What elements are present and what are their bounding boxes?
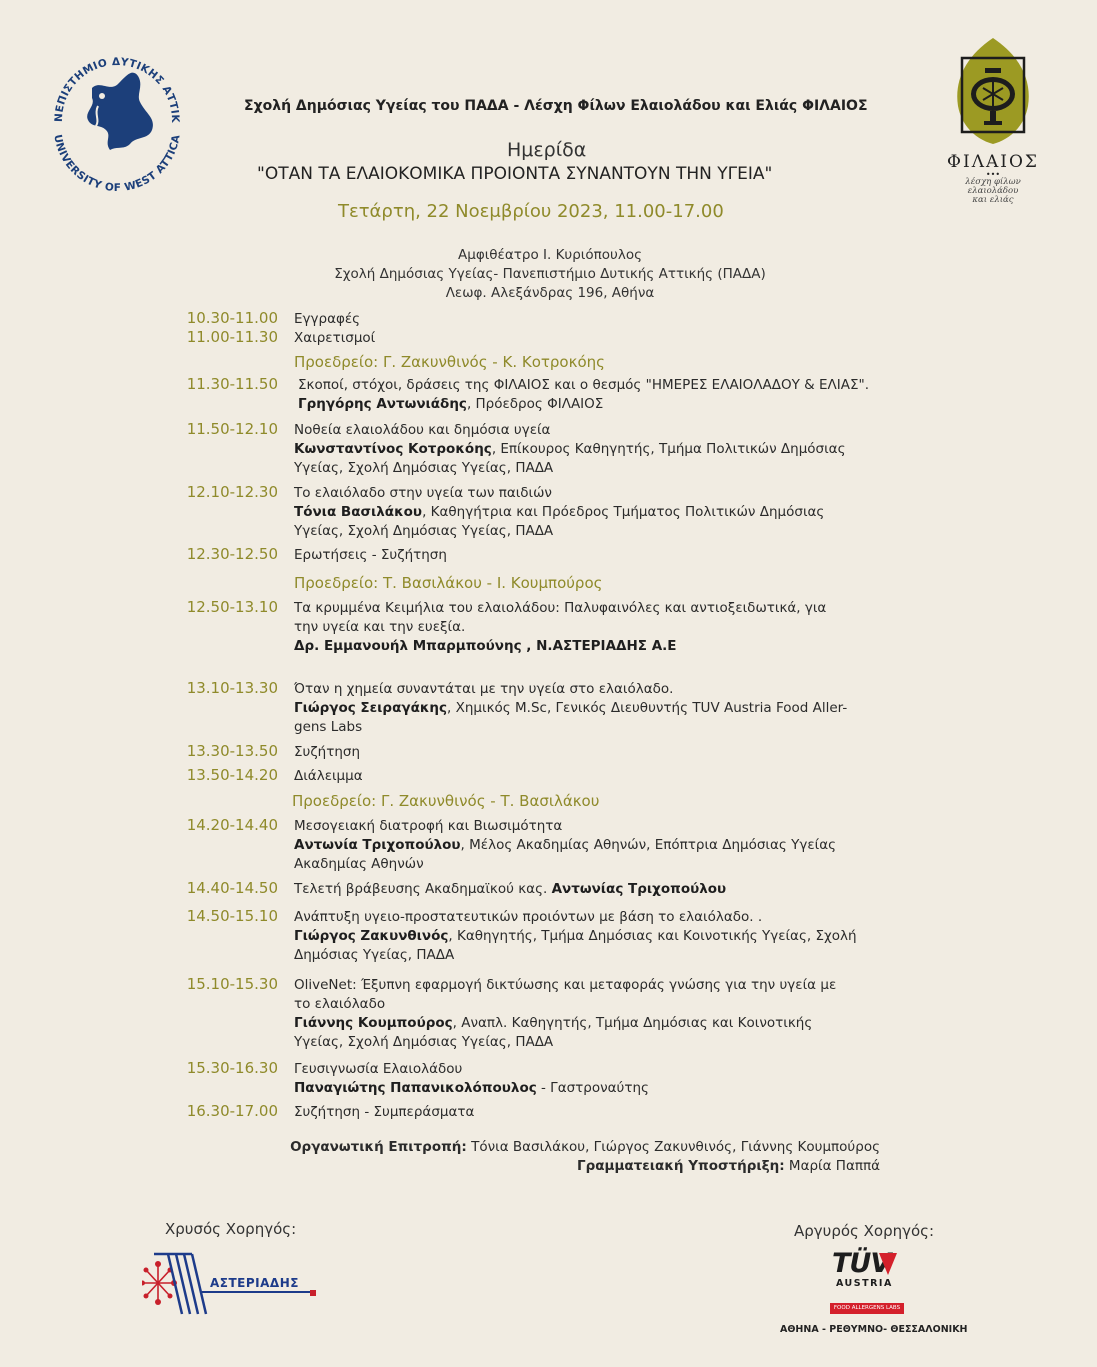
gold-sponsor-label: Χρυσός Χορηγός: <box>165 1220 297 1238</box>
session-conclusions: Συζήτηση - Συμπεράσματα <box>294 1104 475 1120</box>
event-type: Ημερίδα <box>507 139 587 161</box>
speaker-role: , Καθηγήτρια και Πρόεδρος Τμήματος Πολιτικών Δημόσιας <box>422 504 825 520</box>
filaios-tag-3: και ελιάς <box>972 195 1014 205</box>
olive-leaf-icon <box>942 36 1044 146</box>
session-break: Διάλειμμα <box>294 768 363 784</box>
speaker-affiliation: Δημόσιας Υγείας, ΠΑΔΑ <box>294 947 455 963</box>
session-item <box>294 908 974 965</box>
session-item <box>294 976 974 1052</box>
session-discussion: Ερωτήσεις - Συζήτηση <box>294 547 447 563</box>
tuv-check-icon <box>879 1253 897 1275</box>
uniwa-logo <box>40 40 195 195</box>
session-title-cont: το ελαιόλαδο <box>294 996 386 1012</box>
session-discussion: Συζήτηση <box>294 744 361 760</box>
committee-label: Οργανωτική Επιτροπή: <box>290 1139 467 1155</box>
filaios-name: ΦΙΛΑΙΟΣ <box>947 152 1039 172</box>
session-title-cont: την υγεία και την ευεξία. <box>294 619 466 635</box>
session-title: OliveNet: Έξυπνη εφαρμογή δικτύωσης και μεταφοράς γνώσης για την υγεία με <box>294 977 837 993</box>
time-slot: 11.00-11.30 <box>186 328 278 346</box>
speaker-name: Κωνσταντίνος Κοτροκόης <box>294 441 492 457</box>
filaios-tag-2: ελαιολάδου <box>967 186 1019 196</box>
tuv-country: AUSTRIA <box>836 1278 893 1289</box>
filaios-dots: ••• <box>985 170 1001 179</box>
filaios-tag-1: λέσχη φίλων <box>965 177 1021 187</box>
time-slot: 10.30-11.00 <box>186 309 278 327</box>
speaker-role: , Επίκουρος Καθηγητής, Τμήμα Πολιτικών Δημόσιας <box>491 441 846 457</box>
session-title: Σκοποί, στόχοι, δράσεις της ΦΙΛΑΙΟΣ και ο θεσμός "ΗΜΕΡΕΣ ΕΛΑΙΟΛΑΔΟΥ & ΕΛΙΑΣ". <box>298 377 869 393</box>
tuv-name: TÜV <box>832 1248 891 1279</box>
session-greetings: Χαιρετισμοί <box>294 330 376 346</box>
speaker-name: Αντωνία Τριχοπούλου <box>294 837 461 853</box>
session-title: Όταν η χημεία συναντάται με την υγεία στο ελαιόλαδο. <box>294 681 674 697</box>
time-slot: 12.50-13.10 <box>186 598 278 616</box>
session-speaker <box>298 395 978 414</box>
secretariat-member: Μαρία Παππά <box>784 1158 880 1174</box>
asteriadis-name: ΑΣΤΕΡΙΑΔΗΣ <box>210 1276 299 1290</box>
speaker-affiliation: Υγείας, Σχολή Δημόσιας Υγείας, ΠΑΔΑ <box>294 523 554 539</box>
speaker-affiliation: gens Labs <box>294 719 363 735</box>
session-speaker <box>294 927 974 946</box>
time-slot: 15.10-15.30 <box>186 975 278 993</box>
session-title: Τα κρυμμένα Κειμήλια του ελαιολάδου: Παλυφαινόλες και αντιοξειδωτικά, για <box>294 600 827 616</box>
chair-heading: Προεδρείο: Γ. Ζακυνθινός - Τ. Βασιλάκου <box>292 792 600 810</box>
session-item <box>294 680 974 737</box>
speaker-name: Γιώργος Σειραγάκης <box>294 700 448 716</box>
speaker-role: , Καθηγητής, Τμήμα Δημόσιας και Κοινοτικής Υγείας, Σχολή <box>448 928 857 944</box>
filaios-tagline <box>942 178 1044 205</box>
chair-heading: Προεδρείο: Γ. Ζακυνθινός - Κ. Κοτροκόης <box>294 353 605 371</box>
uniwa-seal-icon <box>40 40 195 195</box>
speaker-affiliation: Υγείας, Σχολή Δημόσιας Υγείας, ΠΑΔΑ <box>294 1034 554 1050</box>
speaker-affiliation: Υγείας, Σχολή Δημόσιας Υγείας, ΠΑΔΑ <box>294 460 554 476</box>
session-speaker <box>294 637 974 656</box>
session-title: Ανάπτυξη υγειο-προστατευτικών προιόντων με βάση το ελαιόλαδο. . <box>294 909 763 925</box>
venue-school: Σχολή Δημόσιας Υγείας- Πανεπιστήμιο Δυτικής Αττικής (ΠΑΔΑ) <box>334 266 766 282</box>
session-item <box>294 880 974 899</box>
session-speaker <box>294 1079 974 1098</box>
speaker-name: Γιώργος Ζακυνθινός <box>294 928 449 944</box>
time-slot: 14.20-14.40 <box>186 816 278 834</box>
session-speaker <box>294 503 974 522</box>
session-title: Το ελαιόλαδο στην υγεία των παιδιών <box>294 485 552 501</box>
session-title: Μεσογειακή διατροφή και Βιωσιμότητα <box>294 818 563 834</box>
session-title: Τελετή βράβευσης Ακαδημαϊκού κας. <box>294 881 552 897</box>
silver-sponsor-label: Αργυρός Χορηγός: <box>794 1222 935 1240</box>
time-slot: 14.40-14.50 <box>186 879 278 897</box>
secretariat-label: Γραμματειακή Υποστήριξη: <box>576 1158 785 1174</box>
time-slot: 11.50-12.10 <box>186 420 278 438</box>
chair-heading: Προεδρείο: Τ. Βασιλάκου - Ι. Κουμπούρος <box>294 574 603 592</box>
session-speaker <box>294 836 974 855</box>
speaker-role: , Χημικός M.Sc, Γενικός Διευθυντής TUV Austria Food Aller- <box>447 700 848 716</box>
time-slot: 14.50-15.10 <box>186 907 278 925</box>
secretariat <box>577 1158 880 1174</box>
uniwa-arc-bottom: UNIVERSITY OF WEST ATTICA <box>51 133 183 195</box>
time-slot: 13.30-13.50 <box>186 742 278 760</box>
speaker-name: Γιάννης Κουμπούρος <box>294 1015 453 1031</box>
speaker-role: , Πρόεδρος ΦΙΛΑΙΟΣ <box>466 396 604 412</box>
session-item <box>294 484 974 541</box>
committee-members: Τόνια Βασιλάκου, Γιώργος Ζακυνθινός, Γιάννης Κουμπούρος <box>466 1139 880 1155</box>
tuv-logo <box>780 1248 968 1340</box>
speaker-role: - Γαστροναύτης <box>536 1080 649 1096</box>
time-slot: 15.30-16.30 <box>186 1059 278 1077</box>
session-item <box>294 421 974 478</box>
organizers-line: Σχολή Δημόσιας Υγείας του ΠΑΔΑ - Λέσχη Φίλων Ελαιολάδου και Ελιάς ΦΙΛΑΙΟΣ <box>244 98 868 114</box>
session-item <box>298 376 978 414</box>
asteriadis-logo <box>142 1250 322 1320</box>
speaker-name: Παναγιώτης Παπανικολόπουλος <box>294 1080 537 1096</box>
time-slot: 13.10-13.30 <box>186 679 278 697</box>
venue-address: Λεωφ. Αλεξάνδρας 196, Αθήνα <box>445 285 655 301</box>
session-registration: Εγγραφές <box>294 311 361 327</box>
organizing-committee <box>290 1139 880 1155</box>
venue-hall: Αμφιθέατρο Ι. Κυριόπουλος <box>458 247 642 263</box>
event-title: "ΟΤΑΝ ΤΑ ΕΛΑΙΟΚΟΜΙΚΑ ΠΡΟΙΟΝΤΑ ΣΥΝΑΝΤΟΥΝ ΤΗΝ ΥΓΕΙΑ" <box>257 164 773 184</box>
tuv-badge: FOOD ALLERGENS LABS <box>830 1303 904 1314</box>
session-item <box>294 817 974 874</box>
session-title: Γευσιγνωσία Ελαιολάδου <box>294 1061 463 1077</box>
time-slot: 16.30-17.00 <box>186 1102 278 1120</box>
filaios-logo <box>942 36 1044 205</box>
session-speaker <box>294 1014 974 1033</box>
speaker-role: , Μέλος Ακαδημίας Αθηνών, Επόπτρια Δημόσιας Υγείας <box>460 837 837 853</box>
venue-block <box>250 246 850 303</box>
session-item <box>294 599 974 656</box>
time-slot: 13.50-14.20 <box>186 766 278 784</box>
session-speaker <box>294 699 974 718</box>
speaker-role: , Αναπλ. Καθηγητής, Τμήμα Δημόσιας και Κοινοτικής <box>452 1015 813 1031</box>
speaker-name: Γρηγόρης Αντωνιάδης <box>298 396 467 412</box>
uniwa-arc-top: ΝΕΠΙΣΤΗΜΙΟ ΔΥΤΙΚΗΣ ΑΤΤΙΚ <box>52 55 182 124</box>
session-item <box>294 1060 974 1098</box>
speaker-name: Δρ. Εμμανουήλ Μπαρμπούνης , Ν.ΑΣΤΕΡΙΑΔΗΣ Α.Ε <box>294 638 677 654</box>
time-slot: 12.10-12.30 <box>186 483 278 501</box>
speaker-name: Τόνια Βασιλάκου <box>294 504 423 520</box>
speaker-affiliation: Ακαδημίας Αθηνών <box>294 856 424 872</box>
time-slot: 11.30-11.50 <box>186 375 278 393</box>
speaker-name: Αντωνίας Τριχοπούλου <box>551 881 727 897</box>
event-date: Τετάρτη, 22 Νοεμβρίου 2023, 11.00-17.00 <box>338 201 724 222</box>
session-title: Νοθεία ελαιολάδου και δημόσια υγεία <box>294 422 551 438</box>
tuv-cities: ΑΘΗΝΑ - ΡΕΘΥΜΝΟ- ΘΕΣΣΑΛΟΝΙΚΗ <box>780 1324 968 1335</box>
session-speaker <box>294 440 974 459</box>
time-slot: 12.30-12.50 <box>186 545 278 563</box>
